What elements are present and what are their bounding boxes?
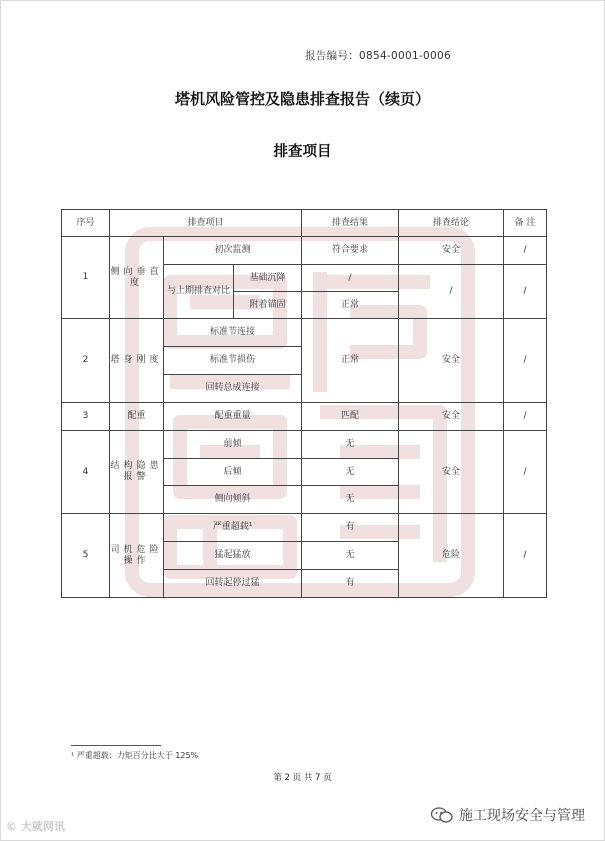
row-no: 3 bbox=[62, 403, 110, 431]
document-title: 塔机风险管控及隐患排查报告（续页） bbox=[174, 90, 430, 108]
row-item: 侧向倾斜 bbox=[164, 486, 302, 514]
row-item: 后倾 bbox=[164, 459, 302, 486]
watermark-right bbox=[431, 805, 585, 825]
row-result: 无 bbox=[302, 542, 399, 570]
row-conclusion: 危险 bbox=[399, 514, 504, 598]
row-subgroup: 与上期排查对比 bbox=[164, 265, 234, 319]
row-result: 无 bbox=[302, 486, 399, 514]
row-category: 司机危险操作 bbox=[110, 514, 164, 598]
wechat-icon bbox=[431, 807, 453, 823]
row-result: 匹配 bbox=[302, 403, 399, 431]
row-result: 无 bbox=[302, 459, 399, 486]
row-item: 标准节损伤 bbox=[164, 347, 302, 375]
row-item: 回转总成连接 bbox=[164, 375, 302, 403]
footnote: ¹ 严重超载：力矩百分比大于 125% bbox=[71, 751, 199, 760]
report-number: 报告编号：0854-0001-0006 bbox=[305, 50, 451, 62]
table-row bbox=[62, 319, 547, 347]
row-result: 有 bbox=[302, 514, 399, 542]
table-header-row bbox=[62, 210, 547, 237]
row-item: 回转起停过猛 bbox=[164, 570, 302, 598]
row-category: 结构隐患报警 bbox=[110, 431, 164, 514]
row-item: 前倾 bbox=[164, 431, 302, 459]
row-no: 4 bbox=[62, 431, 110, 514]
row-remark: / bbox=[504, 403, 547, 431]
row-remark: / bbox=[504, 431, 547, 514]
row-remark: / bbox=[504, 265, 547, 319]
table-row bbox=[62, 514, 547, 542]
row-conclusion: 安全 bbox=[399, 431, 504, 514]
row-category: 塔身刚度 bbox=[110, 319, 164, 403]
header-result: 排查结果 bbox=[302, 210, 399, 237]
row-item: 严重超载¹ bbox=[164, 514, 302, 542]
header-conclusion: 排查结论 bbox=[399, 210, 504, 237]
header-remark: 备 注 bbox=[504, 210, 547, 237]
row-no: 2 bbox=[62, 319, 110, 403]
row-item: 配重重量 bbox=[164, 403, 302, 431]
row-conclusion: 安全 bbox=[399, 237, 504, 265]
row-category: 侧向垂直度 bbox=[110, 237, 164, 319]
row-item: 猛起猛放 bbox=[164, 542, 302, 570]
header-item: 排查项目 bbox=[110, 210, 302, 237]
footnote-divider bbox=[71, 745, 161, 746]
row-item: 初次监测 bbox=[164, 237, 302, 265]
row-category: 配重 bbox=[110, 403, 164, 431]
row-conclusion: 安全 bbox=[399, 319, 504, 403]
watermark-left: © 大就网讯 bbox=[6, 820, 65, 833]
inspection-table bbox=[61, 209, 547, 598]
row-remark: / bbox=[504, 319, 547, 403]
watermark-right-text: 施工现场安全与管理 bbox=[459, 808, 585, 824]
row-remark: / bbox=[504, 237, 547, 265]
row-result: 有 bbox=[302, 570, 399, 598]
row-result: 正常 bbox=[302, 292, 399, 319]
row-result: 符合要求 bbox=[302, 237, 399, 265]
table-row bbox=[62, 237, 547, 265]
row-item: 附着锚固 bbox=[234, 292, 302, 319]
row-conclusion: / bbox=[399, 265, 504, 319]
row-result: 无 bbox=[302, 431, 399, 459]
row-item: 基础沉降 bbox=[234, 265, 302, 292]
table-row bbox=[62, 431, 547, 459]
row-no: 1 bbox=[62, 237, 110, 319]
row-no: 5 bbox=[62, 514, 110, 598]
row-remark: / bbox=[504, 514, 547, 598]
table-row bbox=[62, 403, 547, 431]
row-result: 正常 bbox=[302, 319, 399, 403]
row-item: 标准节连接 bbox=[164, 319, 302, 347]
section-subtitle: 排查项目 bbox=[273, 144, 332, 160]
page-number: 第 2 页 共 7 页 bbox=[273, 773, 332, 783]
row-conclusion: 安全 bbox=[399, 403, 504, 431]
header-no: 序号 bbox=[62, 210, 110, 237]
row-result: / bbox=[302, 265, 399, 292]
